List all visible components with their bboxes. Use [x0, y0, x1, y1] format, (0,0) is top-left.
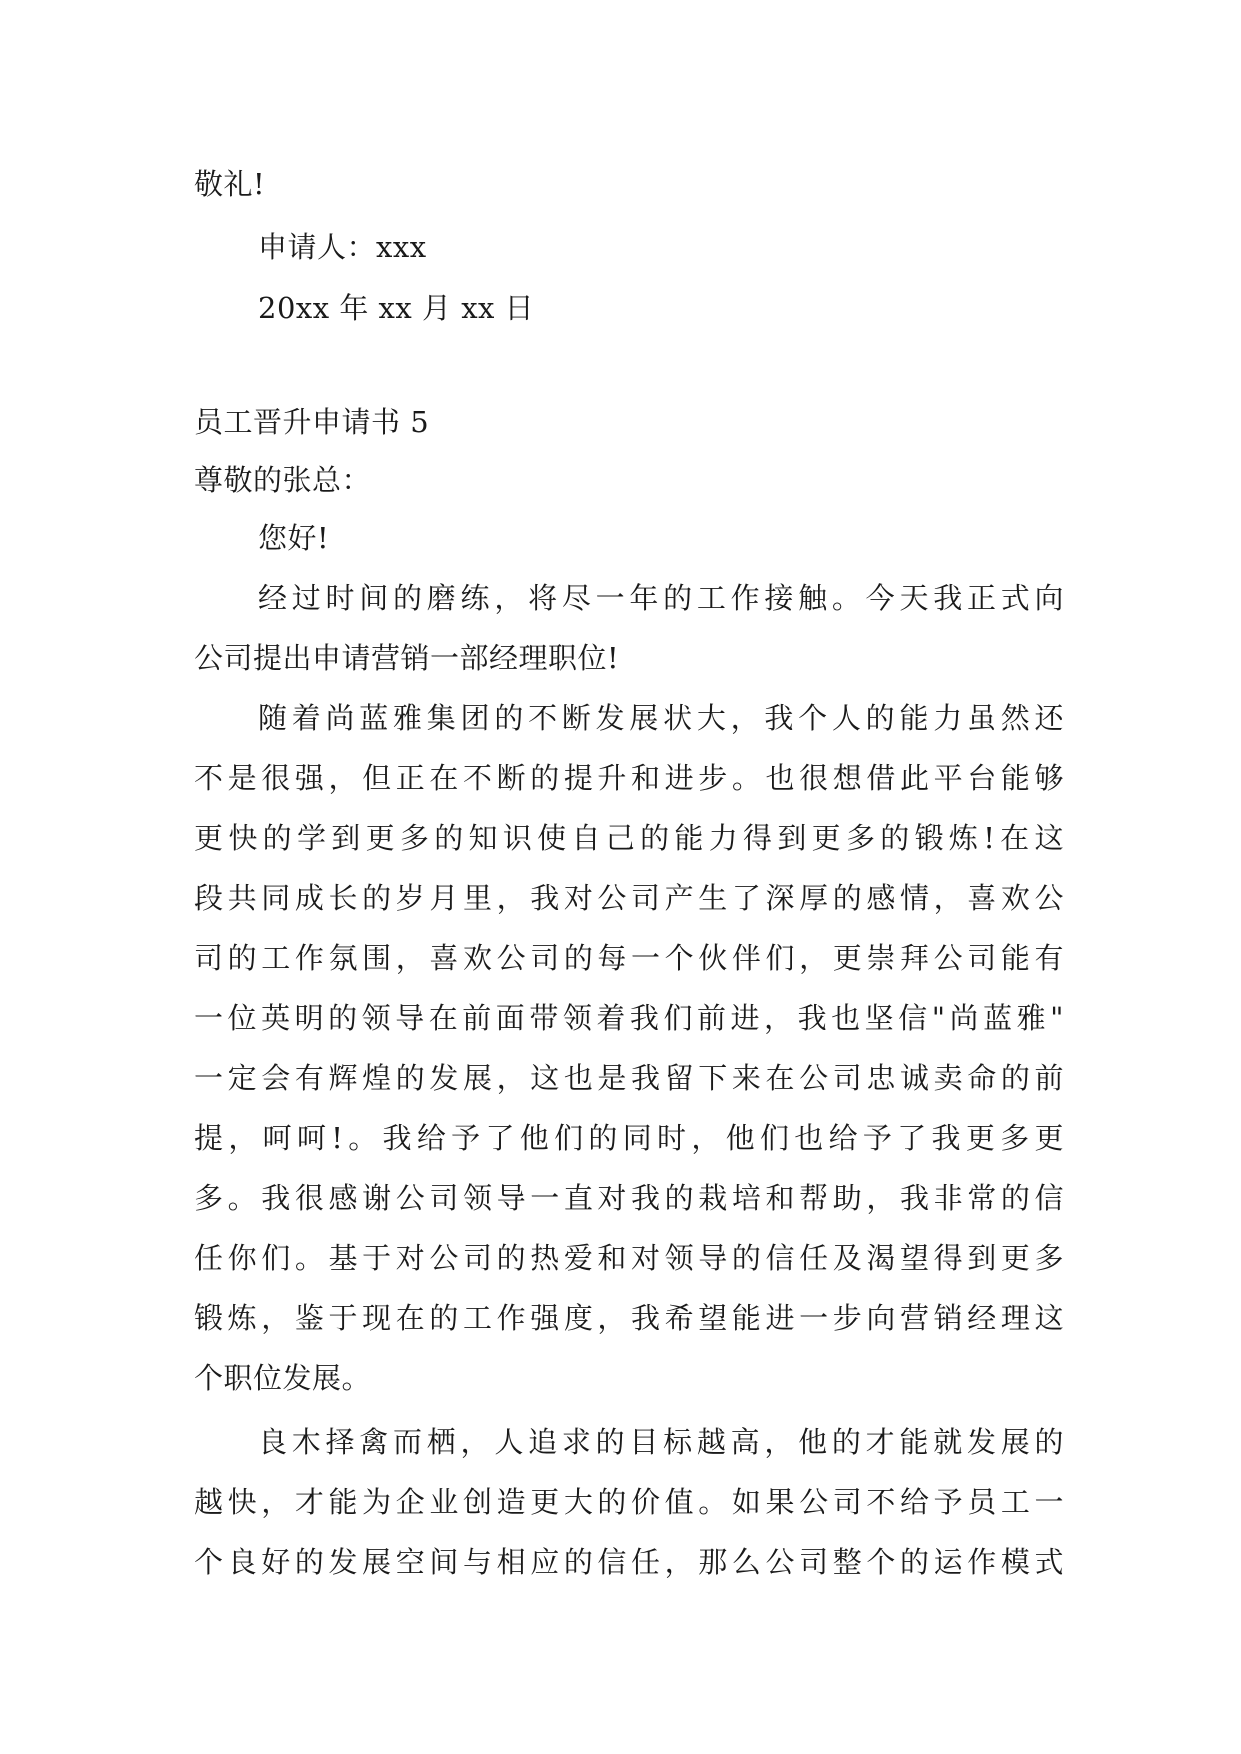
- letter-title: 员工晋升申请书 5: [194, 405, 430, 439]
- paragraph-line: 段共同成长的岁月里，我对公司产生了深厚的感情，喜欢公: [194, 881, 1064, 915]
- paragraph-line: 多。我很感谢公司领导一直对我的栽培和帮助，我非常的信: [194, 1181, 1064, 1215]
- paragraph-line: 更快的学到更多的知识使自己的能力得到更多的锻炼!在这: [194, 821, 1064, 855]
- paragraph-line: 一定会有辉煌的发展，这也是我留下来在公司忠诚卖命的前: [194, 1061, 1064, 1095]
- paragraph-line: 司的工作氛围，喜欢公司的每一个伙伴们，更崇拜公司能有: [194, 941, 1064, 975]
- applicant-signature: 申请人：xxx: [258, 230, 427, 264]
- paragraph-line: 一位英明的领导在前面带领着我们前进，我也坚信"尚蓝雅": [194, 1001, 1064, 1035]
- paragraph-line: 良木择禽而栖，人追求的目标越高，他的才能就发展的: [258, 1425, 1064, 1459]
- paragraph-line: 经过时间的磨练，将尽一年的工作接触。今天我正式向: [258, 581, 1064, 615]
- letter-recipient: 尊敬的张总：: [194, 463, 372, 497]
- paragraph-line: 越快，才能为企业创造更大的价值。如果公司不给予员工一: [194, 1485, 1064, 1519]
- paragraph-line: 提，呵呵!。我给予了他们的同时，他们也给予了我更多更: [194, 1121, 1064, 1155]
- letter-date: 20xx 年 xx 月 xx 日: [258, 291, 535, 325]
- paragraph-line: 随着尚蓝雅集团的不断发展状大，我个人的能力虽然还: [258, 701, 1064, 735]
- paragraph-line: 个职位发展。: [194, 1361, 372, 1395]
- closing-salute: 敬礼!: [194, 167, 266, 201]
- paragraph-line: 锻炼，鉴于现在的工作强度，我希望能进一步向营销经理这: [194, 1301, 1064, 1335]
- paragraph-line: 公司提出申请营销一部经理职位!: [194, 641, 620, 675]
- paragraph-line: 个良好的发展空间与相应的信任，那么公司整个的运作模式: [194, 1545, 1064, 1579]
- letter-greeting: 您好!: [258, 521, 330, 555]
- paragraph-line: 不是很强，但正在不断的提升和进步。也很想借此平台能够: [194, 761, 1064, 795]
- paragraph-line: 任你们。基于对公司的热爱和对领导的信任及渴望得到更多: [194, 1241, 1064, 1275]
